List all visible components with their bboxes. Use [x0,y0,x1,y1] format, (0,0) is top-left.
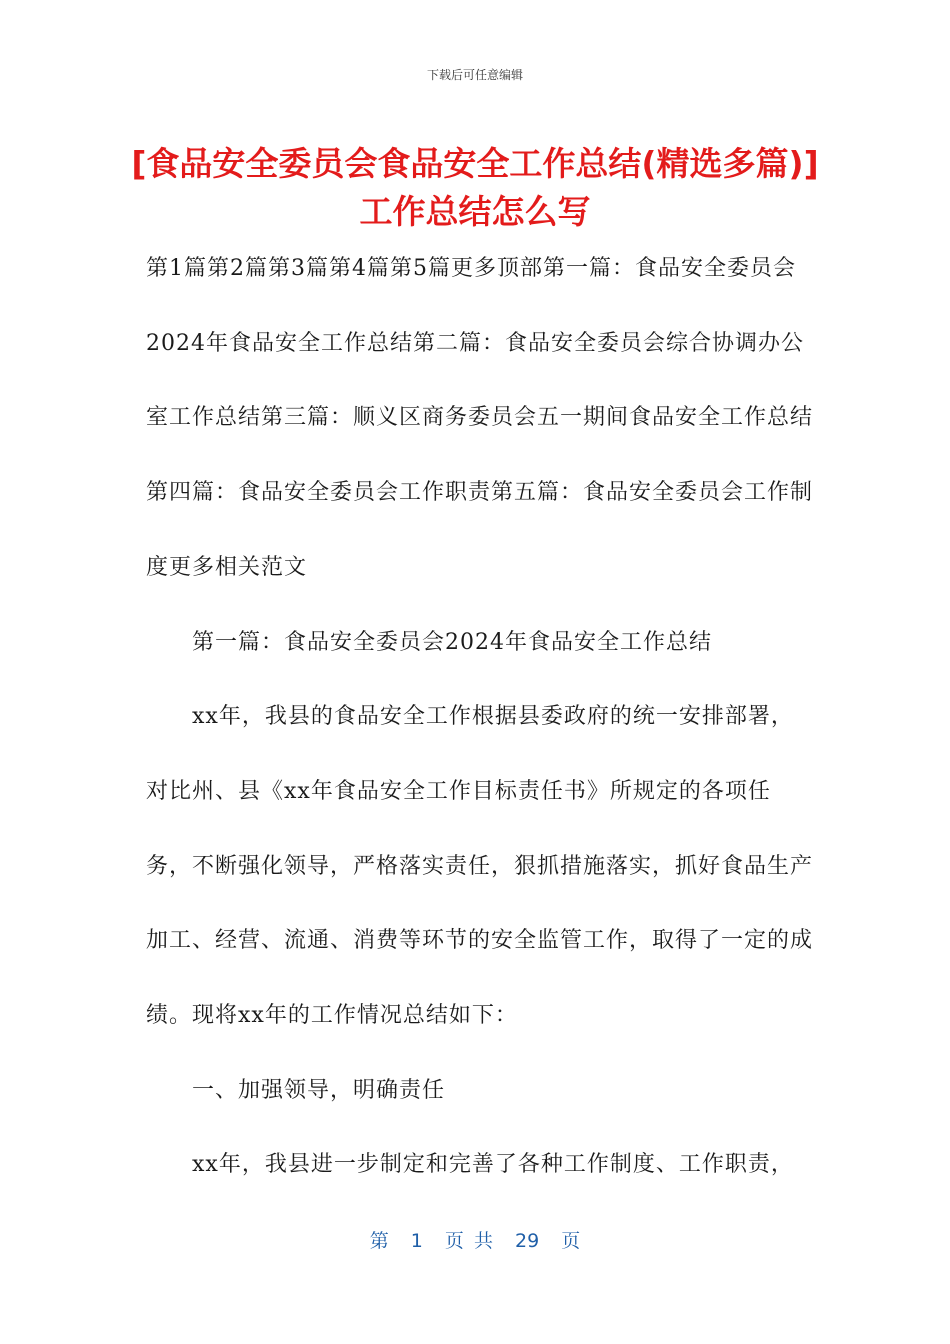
document-title: [食品安全委员会食品安全工作总结(精选多篇)]工作总结怎么写 [131,144,819,231]
toc-paragraph: 第1篇第2篇第3篇第4篇第5篇更多顶部第一篇：食品安全委员会2024年食品安全工作总结第二篇：食品安全委员会综合协调办公室工作总结第三篇：顺义区商务委员会五一期间食品安全工作总结第四篇：食品安全委员会工作职责第五篇：食品安全委员会工作制度更多相关范文 [146,256,814,580]
document-body [146,232,814,1203]
footer-prefix: 第 [369,1230,389,1252]
header-note: 下载后可任意编辑 [426,68,523,82]
body-paragraph: xx年，我县进一步制定和完善了各种工作制度、工作职责， [192,1152,794,1178]
current-page-number: 1 [410,1230,423,1252]
body-paragraph: xx年，我县的食品安全工作根据县委政府的统一安排部署，对比州、县《xx年食品安全工作目标责任书》所规定的各项任务，不断强化领导，严格落实责任，狠抓措施落实，抓好食品生产加工、经营、流通、消费等环节的安全监管工作，取得了一定的成绩。现将xx年的工作情况总结如下： [146,704,814,1029]
total-pages: 29 [515,1230,540,1252]
subsection-heading: 一、加强领导，明确责任 [192,1077,446,1103]
footer-suffix: 页 [561,1230,581,1252]
footer-middle: 页 共 [444,1230,493,1252]
page-footer [0,1226,950,1253]
section-heading: 第一篇：食品安全委员会2024年食品安全工作总结 [192,629,712,655]
